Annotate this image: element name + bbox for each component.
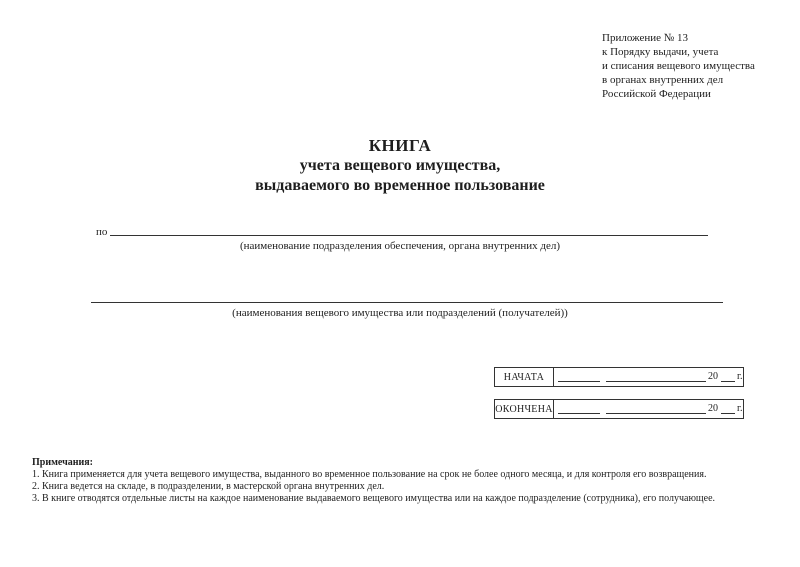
- property-fill-line[interactable]: [91, 302, 723, 303]
- day-blank[interactable]: [558, 381, 600, 382]
- appendix-line: Российской Федерации: [602, 88, 711, 100]
- started-date-box: [494, 367, 744, 387]
- department-fill-line[interactable]: [110, 235, 708, 236]
- finished-label: ОКОНЧЕНА: [495, 400, 554, 418]
- note-item: 3. В книге отводятся отдельные листы на каждое наименование выдаваемого вещевого имущества или на каждое подразделение (сотрудника), его получающее.: [32, 493, 716, 504]
- finished-date-fields[interactable]: [554, 400, 743, 418]
- document-title: [200, 136, 600, 196]
- day-blank[interactable]: [558, 413, 600, 414]
- started-date-fields[interactable]: [554, 368, 743, 386]
- year-blank[interactable]: [721, 413, 735, 414]
- appendix-line: и списания вещевого имущества: [602, 60, 755, 72]
- appendix-number: Приложение № 13: [602, 32, 689, 44]
- finished-date-box: [494, 399, 744, 419]
- po-label: по: [96, 226, 108, 238]
- department-caption: (наименование подразделения обеспечения, органа внутренних дел): [239, 240, 561, 252]
- year-prefix: 20: [708, 403, 718, 414]
- appendix-line: в органах внутренних дел: [602, 74, 724, 86]
- year-suffix: г.: [737, 371, 743, 382]
- appendix-line: к Порядку выдачи, учета: [602, 46, 719, 58]
- year-blank[interactable]: [721, 381, 735, 382]
- property-caption: (наименования вещевого имущества или подразделений (получателей)): [232, 307, 568, 319]
- note-item: 2. Книга ведется на складе, в подразделении, в мастерской органа внутренних дел.: [32, 481, 385, 492]
- month-blank[interactable]: [606, 413, 706, 414]
- title-subtitle: выдаваемого во временное пользование: [255, 177, 545, 194]
- notes-heading: Примечания:: [32, 457, 94, 468]
- year-suffix: г.: [737, 403, 743, 414]
- started-label: НАЧАТА: [495, 368, 554, 386]
- notes-section: [32, 457, 792, 505]
- year-prefix: 20: [708, 371, 718, 382]
- note-item: 1. Книга применяется для учета вещевого имущества, выданного во временное пользование на срок не более одного месяца, и для контроля его возвращения.: [32, 469, 707, 480]
- title-subtitle: учета вещевого имущества,: [299, 157, 501, 174]
- month-blank[interactable]: [606, 381, 706, 382]
- title-main: КНИГА: [368, 136, 432, 155]
- appendix-block: [602, 31, 792, 101]
